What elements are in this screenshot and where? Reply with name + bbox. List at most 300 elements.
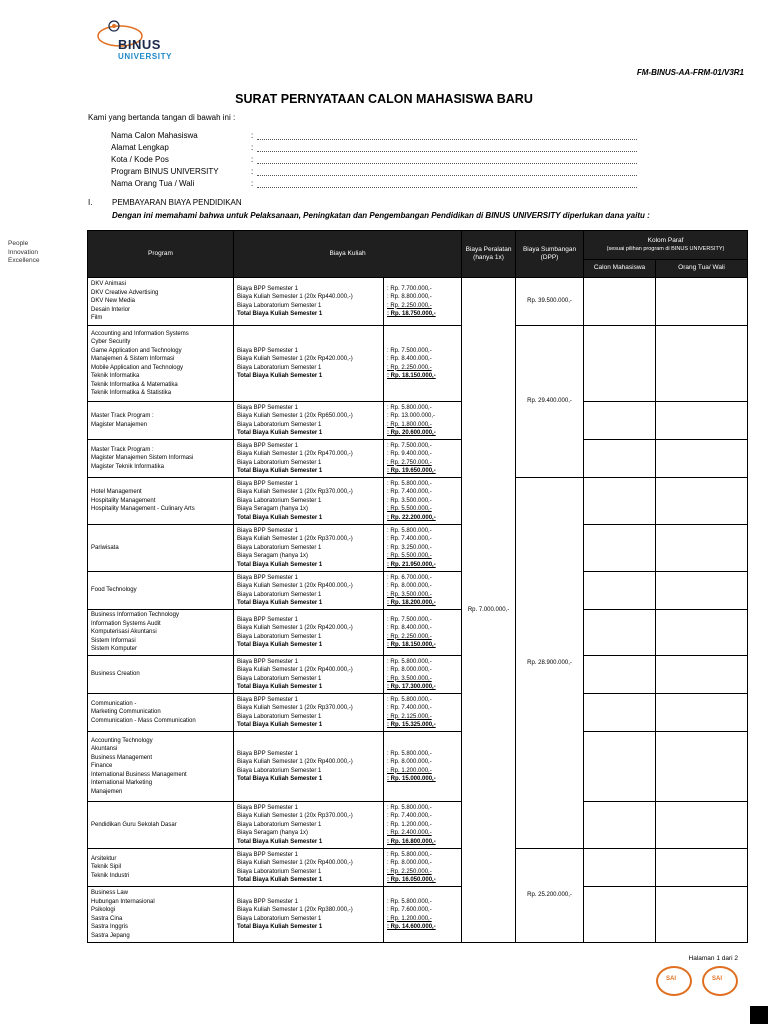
fee-amount-cell — [384, 278, 462, 326]
fee-item-cell-line: Biaya Laboratorium Semester 1 — [237, 821, 322, 828]
program-cell — [88, 610, 234, 656]
sumbangan-cell: Rp. 29.400.000,- — [516, 326, 584, 478]
program-cell-line: Sistem Informasi — [91, 637, 136, 644]
header-peralatan: Biaya Peralatan (hanya 1x) — [462, 231, 516, 278]
fee-item-cell-line: Biaya Kuliah Semester 1 (20x Rp440.000,-) — [237, 294, 353, 300]
fee-amount-cell-line: : Rp. 22.200.000,- — [387, 514, 436, 521]
fee-table — [87, 230, 748, 943]
fee-amount-cell-line: : Rp. 7.400.000,- — [387, 705, 432, 711]
calon-paraf-cell[interactable] — [584, 802, 656, 849]
fee-amount-cell-line: : Rp. 14.600.000,- — [387, 924, 436, 930]
fee-amount-cell-line: : Rp. 7.400.000,- — [387, 536, 432, 543]
fee-amount-cell-line: : Rp. 16.050.000,- — [387, 877, 436, 883]
calon-paraf-cell[interactable] — [584, 525, 656, 572]
fee-amount-cell — [384, 656, 462, 694]
fee-item-cell-line: Total Biaya Kuliah Semester 1 — [237, 838, 323, 845]
fee-item-cell-line: Total Biaya Kuliah Semester 1 — [237, 468, 323, 474]
fee-amount-cell — [384, 694, 462, 732]
ortu-paraf-cell[interactable] — [656, 887, 748, 943]
program-cell-line: Manajemen — [91, 788, 123, 795]
fee-item-cell-line: Biaya BPP Semester 1 — [237, 480, 298, 487]
fee-item-cell-line: Biaya Kuliah Semester 1 (20x Rp420.000,-) — [237, 625, 353, 631]
program-cell-line: Teknik Industri — [91, 872, 130, 879]
program-cell-line: Finance — [91, 763, 113, 770]
program-cell — [88, 440, 234, 478]
brand-sub: UNIVERSITY — [118, 52, 173, 61]
fee-amount-cell-line: : Rp. 15.000.000,- — [387, 776, 436, 782]
field-separator: : — [251, 143, 254, 152]
fee-amount-cell — [384, 525, 462, 572]
corner-mark — [750, 1006, 768, 1024]
fee-item-cell-line: Biaya Laboratorium Semester 1 — [237, 633, 322, 640]
field-blank-line[interactable] — [257, 143, 637, 152]
program-cell — [88, 402, 234, 440]
fee-amount-cell-line: : Rp. 5.800.000,- — [387, 480, 432, 487]
program-cell — [88, 732, 234, 802]
header-paraf — [584, 231, 748, 260]
fee-amount-cell-line: : Rp. 5.800.000,- — [387, 527, 432, 534]
fee-item-cell — [234, 278, 384, 326]
fee-item-cell-line: Biaya Laboratorium Semester 1 — [237, 544, 322, 551]
fee-item-cell-line: Biaya Laboratorium Semester 1 — [237, 364, 322, 371]
tagline-line: Excellence — [8, 257, 40, 264]
fee-amount-cell-line: : Rp. 2.250.000,- — [387, 302, 432, 309]
program-cell-line: Communication - — [91, 700, 137, 707]
program-cell-line: Business Creation — [91, 671, 140, 678]
ortu-paraf-cell[interactable] — [656, 610, 748, 656]
fee-amount-cell-line: : Rp. 18.150.000,- — [387, 642, 436, 648]
fee-item-cell-line: Biaya Kuliah Semester 1 (20x Rp400.000,-) — [237, 759, 353, 765]
program-cell-line: Communication - Mass Communication — [91, 717, 196, 724]
fee-amount-cell-line: : Rp. 7.700.000,- — [387, 285, 432, 292]
field-label: Program BINUS UNIVERSITY — [111, 167, 219, 176]
fee-amount-cell-line: : Rp. 8.800.000,- — [387, 294, 432, 300]
fee-item-cell-line: Biaya Kuliah Semester 1 (20x Rp370.000,-) — [237, 813, 353, 820]
fee-amount-cell-line: : Rp. 8.000.000,- — [387, 667, 432, 673]
program-cell-line: Mobile Application and Technology — [91, 364, 183, 371]
program-cell — [88, 478, 234, 525]
program-cell-line: Pendidikan Guru Sekolah Dasar — [91, 821, 177, 828]
ortu-paraf-cell[interactable] — [656, 326, 748, 402]
calon-paraf-cell[interactable] — [584, 326, 656, 402]
fee-item-cell-line: Total Biaya Kuliah Semester 1 — [237, 722, 323, 728]
fee-item-cell-line: Biaya BPP Semester 1 — [237, 347, 298, 354]
fee-item-cell-line: Total Biaya Kuliah Semester 1 — [237, 430, 323, 436]
table-row — [88, 572, 748, 610]
fee-amount-cell-line: : Rp. 5.800.000,- — [387, 658, 432, 665]
table-row — [88, 694, 748, 732]
fee-item-cell-line: Biaya Kuliah Semester 1 (20x Rp400.000,-) — [237, 583, 353, 589]
fee-item-cell-line: Biaya Kuliah Semester 1 (20x Rp370.000,-) — [237, 489, 353, 496]
program-cell-line: Teknik Informatika & Statistika — [91, 390, 172, 396]
field-separator: : — [251, 179, 254, 188]
identity-fields — [111, 131, 637, 191]
fee-item-cell-line: Biaya Laboratorium Semester 1 — [237, 459, 322, 466]
fee-item-cell-line: Biaya BPP Semester 1 — [237, 404, 298, 411]
ortu-paraf-cell[interactable] — [656, 849, 748, 887]
fee-item-cell-line: Biaya BPP Semester 1 — [237, 750, 298, 757]
program-cell-line: Teknik Informatika & Matematika — [91, 381, 178, 388]
program-cell-line: Food Technology — [91, 587, 137, 594]
section-title: PEMBAYARAN BIAYA PENDIDIKAN — [112, 198, 242, 207]
section-number: I. — [88, 198, 93, 207]
tagline — [8, 240, 39, 266]
program-cell-line: Hospitality Management — [91, 497, 156, 504]
field-label: Alamat Lengkap — [111, 143, 169, 152]
ortu-paraf-cell[interactable] — [656, 402, 748, 440]
fee-amount-cell-line: : Rp. 15.325.000,- — [387, 722, 436, 728]
field-blank-line[interactable] — [257, 155, 637, 164]
program-cell-line: DKV Creative Advertising — [91, 289, 159, 296]
fee-item-cell-line: Biaya Laboratorium Semester 1 — [237, 713, 322, 720]
fee-item-cell-line: Total Biaya Kuliah Semester 1 — [237, 924, 323, 930]
fee-item-cell-line: Biaya Laboratorium Semester 1 — [237, 421, 322, 428]
fee-item-cell-line: Biaya Kuliah Semester 1 (20x Rp400.000,-) — [237, 860, 353, 866]
program-cell-line: Akuntansi — [91, 746, 118, 753]
fee-item-cell-line: Biaya BPP Semester 1 — [237, 574, 298, 581]
ortu-paraf-cell[interactable] — [656, 802, 748, 849]
sumbangan-cell: Rp. 39.500.000,- — [516, 278, 584, 326]
fee-item-cell-line: Biaya Laboratorium Semester 1 — [237, 302, 322, 309]
program-cell-line: Teknik Sipil — [91, 864, 122, 871]
ortu-paraf-cell[interactable] — [656, 478, 748, 525]
fee-item-cell-line: Biaya Seragam (hanya 1x) — [237, 506, 309, 513]
fee-item-cell — [234, 326, 384, 402]
program-cell-line: Accounting Technology — [91, 737, 153, 744]
fee-amount-cell-line: : Rp. 3.500.000,- — [387, 675, 432, 682]
identity-field[interactable] — [111, 143, 637, 155]
fee-amount-cell-line: : Rp. 1.200.000,- — [387, 915, 432, 922]
ortu-paraf-cell[interactable] — [656, 732, 748, 802]
fee-item-cell-line: Biaya Kuliah Semester 1 (20x Rp420.000,-) — [237, 356, 353, 362]
program-cell-line: DKV Animasi — [91, 281, 127, 288]
calon-paraf-cell[interactable] — [584, 887, 656, 943]
program-cell-line: Sastra Cina — [91, 915, 123, 922]
fee-amount-cell-line: : Rp. 5.500.000,- — [387, 553, 432, 560]
fee-amount-cell — [384, 402, 462, 440]
program-cell-line: Business Management — [91, 754, 153, 761]
fee-item-cell-line: Biaya Seragam (hanya 1x) — [237, 830, 309, 837]
fee-item-cell-line: Biaya Laboratorium Semester 1 — [237, 868, 322, 875]
fee-amount-cell-line: : Rp. 8.000.000,- — [387, 759, 432, 765]
fee-item-cell-line: Total Biaya Kuliah Semester 1 — [237, 311, 323, 317]
fee-amount-cell-line: : Rp. 7.500.000,- — [387, 442, 432, 449]
fee-item-cell-line: Biaya Kuliah Semester 1 (20x Rp370.000,-) — [237, 705, 353, 711]
identity-field[interactable] — [111, 155, 637, 167]
fee-amount-cell-line: : Rp. 2.250.000,- — [387, 364, 432, 371]
fee-amount-cell — [384, 887, 462, 943]
fee-amount-cell-line: : Rp. 18.750.000,- — [387, 311, 436, 317]
fee-item-cell-line: Biaya Laboratorium Semester 1 — [237, 497, 322, 504]
field-label: Nama Calon Mahasiswa — [111, 131, 198, 140]
form-code: FM-BINUS-AA-FRM-01/V3R1 — [636, 68, 744, 77]
identity-field[interactable] — [111, 131, 637, 143]
identity-field[interactable] — [111, 167, 637, 179]
fee-item-cell — [234, 572, 384, 610]
table-row — [88, 887, 748, 943]
fee-amount-cell-line: : Rp. 8.400.000,- — [387, 356, 432, 362]
fee-item-cell — [234, 694, 384, 732]
program-cell-line: Arsitektur — [91, 855, 117, 862]
fee-amount-cell — [384, 478, 462, 525]
fee-amount-cell-line: : Rp. 2.400.000,- — [387, 830, 432, 837]
fee-amount-cell-line: : Rp. 5.800.000,- — [387, 898, 432, 905]
program-cell-line: DKV New Media — [91, 298, 136, 305]
fee-amount-cell-line: : Rp. 8.000.000,- — [387, 860, 432, 866]
table-row — [88, 802, 748, 849]
field-separator: : — [251, 167, 254, 176]
fee-item-cell-line: Total Biaya Kuliah Semester 1 — [237, 373, 323, 379]
fee-item-cell-line: Total Biaya Kuliah Semester 1 — [237, 776, 323, 782]
ortu-paraf-cell[interactable] — [656, 440, 748, 478]
fee-item-cell-line: Total Biaya Kuliah Semester 1 — [237, 561, 323, 568]
header-sumbangan: Biaya Sumbangan (DPP) — [516, 231, 584, 278]
fee-amount-cell-line: : Rp. 1.800.000,- — [387, 421, 432, 428]
tagline-line: People — [8, 240, 29, 247]
table-row — [88, 525, 748, 572]
fee-amount-cell-line: : Rp. 16.800.000,- — [387, 838, 436, 845]
sumbangan-cell: Rp. 25.200.000,- — [516, 849, 584, 943]
ortu-paraf-cell[interactable] — [656, 525, 748, 572]
calon-paraf-cell[interactable] — [584, 478, 656, 525]
fee-item-cell — [234, 849, 384, 887]
peralatan-cell: Rp. 7.000.000,- — [462, 278, 516, 943]
header-biaya-kuliah: Biaya Kuliah — [234, 231, 462, 278]
fee-amount-cell-line: : Rp. 21.950.000,- — [387, 561, 436, 568]
program-cell — [88, 694, 234, 732]
intro-text: Kami yang bertanda tangan di bawah ini : — [88, 113, 236, 122]
fee-amount-cell-line: : Rp. 2.125.000,- — [387, 713, 432, 720]
fee-item-cell — [234, 732, 384, 802]
program-cell-line: Psikologi — [91, 907, 116, 913]
fee-amount-cell-line: : Rp. 2.250.000,- — [387, 868, 432, 875]
fee-item-cell — [234, 478, 384, 525]
header-program: Program — [88, 231, 234, 278]
fee-amount-cell-line: : Rp. 7.400.000,- — [387, 813, 432, 820]
header-ortu: Orang Tua/ Wali — [656, 260, 748, 278]
program-cell-line: International Marketing — [91, 780, 153, 787]
program-cell-line: Information Systems Audit — [91, 620, 161, 627]
field-separator: : — [251, 131, 254, 140]
program-cell-line: Magister Teknik Informatika — [91, 463, 164, 470]
fee-amount-cell — [384, 572, 462, 610]
fee-item-cell-line: Biaya Kuliah Semester 1 (20x Rp650.000,-) — [237, 413, 353, 419]
fee-amount-cell-line: : Rp. 2.750.000,- — [387, 459, 432, 466]
program-cell-line: Sastra Jepang — [91, 932, 130, 939]
program-cell-line: Desain Interior — [91, 306, 131, 313]
header-paraf-title: Kolom Paraf — [647, 236, 684, 244]
fee-amount-cell — [384, 802, 462, 849]
fee-item-cell-line: Biaya BPP Semester 1 — [237, 898, 298, 905]
fee-item-cell-line: Biaya BPP Semester 1 — [237, 527, 298, 534]
fee-item-cell-line: Biaya BPP Semester 1 — [237, 851, 298, 858]
fee-amount-cell — [384, 610, 462, 656]
table-row — [88, 849, 748, 887]
page-number: Halaman 1 dari 2 — [688, 955, 738, 962]
fee-item-cell-line: Total Biaya Kuliah Semester 1 — [237, 514, 323, 521]
ortu-paraf-cell[interactable] — [656, 278, 748, 326]
fee-amount-cell-line: : Rp. 5.800.000,- — [387, 804, 432, 811]
fee-amount-cell-line: : Rp. 2.250.000,- — [387, 633, 432, 640]
program-cell-line: Business Information Technology — [91, 612, 179, 619]
fee-item-cell-line: Biaya BPP Semester 1 — [237, 658, 298, 665]
fee-item-cell-line: Biaya Laboratorium Semester 1 — [237, 767, 322, 774]
program-cell-line: Game Application and Technology — [91, 347, 182, 354]
program-cell-line: Komputerisasi Akuntansi — [91, 629, 157, 636]
fee-item-cell-line: Biaya BPP Semester 1 — [237, 696, 298, 703]
program-cell — [88, 525, 234, 572]
program-cell-line: Marketing Communication — [91, 709, 161, 716]
program-cell-line: Teknik Informatika — [91, 373, 140, 379]
page-title: SURAT PERNYATAAN CALON MAHASISWA BARU — [235, 92, 533, 106]
table-row — [88, 478, 748, 525]
calon-paraf-cell[interactable] — [584, 440, 656, 478]
header-paraf-note: (sesuai pilihan program di BINUS UNIVERSITY) — [606, 246, 725, 252]
section-subtitle: Dengan ini memahami bahwa untuk Pelaksanaan, Peningkatan dan Pengembangan Pendidikan di BINUS UNIVERSITY diperlukan dana yaitu : — [112, 211, 650, 220]
program-cell — [88, 802, 234, 849]
program-cell-line: Hubungan Internasional — [91, 898, 155, 905]
fee-amount-cell — [384, 732, 462, 802]
sumbangan-cell: Rp. 28.900.000,- — [516, 478, 584, 849]
fee-amount-cell-line: : Rp. 18.200.000,- — [387, 600, 436, 606]
program-cell-line: Pariwisata — [91, 544, 119, 551]
fee-item-cell-line: Biaya Laboratorium Semester 1 — [237, 675, 322, 682]
fee-amount-cell-line: : Rp. 5.800.000,- — [387, 750, 432, 757]
fee-amount-cell-line: : Rp. 7.600.000,- — [387, 907, 432, 913]
field-separator: : — [251, 155, 254, 164]
fee-amount-cell-line: : Rp. 8.000.000,- — [387, 583, 432, 589]
fee-amount-cell-line: : Rp. 6.700.000,- — [387, 574, 432, 581]
program-cell — [88, 887, 234, 943]
calon-paraf-cell[interactable] — [584, 402, 656, 440]
calon-paraf-cell[interactable] — [584, 732, 656, 802]
fee-amount-cell-line: : Rp. 5.800.000,- — [387, 851, 432, 858]
fee-amount-cell — [384, 849, 462, 887]
fee-amount-cell-line: : Rp. 17.300.000,- — [387, 684, 436, 690]
fee-item-cell-line: Total Biaya Kuliah Semester 1 — [237, 642, 323, 648]
program-cell-line: Master Track Program : — [91, 413, 154, 419]
calon-paraf-cell[interactable] — [584, 572, 656, 610]
fee-amount-cell-line: : Rp. 1.200.000,- — [387, 767, 432, 774]
fee-item-cell-line: Total Biaya Kuliah Semester 1 — [237, 877, 323, 883]
fee-amount-cell-line: : Rp. 1.200.000,- — [387, 821, 432, 828]
fee-item-cell-line: Biaya BPP Semester 1 — [237, 285, 298, 292]
fee-amount-cell-line: : Rp. 5.800.000,- — [387, 696, 432, 703]
program-cell — [88, 278, 234, 326]
fee-item-cell — [234, 402, 384, 440]
fee-item-cell-line: Biaya Seragam (hanya 1x) — [237, 553, 309, 560]
fee-amount-cell-line: : Rp. 3.250.000,- — [387, 544, 432, 551]
field-label: Nama Orang Tua / Wali — [111, 179, 195, 188]
fee-amount-cell-line: : Rp. 18.150.000,- — [387, 373, 436, 379]
brand-name: BINUS — [118, 37, 161, 52]
fee-table-body — [88, 278, 748, 943]
ortu-paraf-cell[interactable] — [656, 572, 748, 610]
fee-item-cell-line: Biaya Kuliah Semester 1 (20x Rp370.000,-) — [237, 536, 353, 543]
program-cell-line: International Business Management — [91, 771, 187, 778]
program-cell-line: Hotel Management — [91, 489, 142, 496]
table-row — [88, 440, 748, 478]
header-calon: Calon Mahasiswa — [584, 260, 656, 278]
table-row — [88, 656, 748, 694]
program-cell-line: Hospitality Management - Culinary Arts — [91, 506, 195, 513]
fee-amount-cell-line: : Rp. 19.650.000,- — [387, 468, 436, 474]
fee-amount-cell-line: : Rp. 3.500.000,- — [387, 497, 432, 504]
field-blank-line[interactable] — [257, 179, 637, 188]
program-cell — [88, 656, 234, 694]
calon-paraf-cell[interactable] — [584, 278, 656, 326]
calon-paraf-cell[interactable] — [584, 694, 656, 732]
program-cell-line: Business Law — [91, 890, 129, 896]
table-row — [88, 278, 748, 326]
field-blank-line[interactable] — [257, 131, 637, 140]
fee-item-cell — [234, 802, 384, 849]
fee-amount-cell-line: : Rp. 7.500.000,- — [387, 616, 432, 623]
program-cell-line: Accounting and Information Systems — [91, 330, 189, 337]
tagline-line: Innovation — [8, 248, 38, 256]
program-cell-line: Magister Manajemen Sistem Informasi — [91, 455, 194, 462]
program-cell-line: Film — [91, 315, 103, 322]
program-cell-line: Magister Manajemen — [91, 421, 148, 428]
section-heading — [88, 198, 242, 207]
fee-amount-cell-line: : Rp. 5.800.000,- — [387, 404, 432, 411]
fee-amount-cell — [384, 440, 462, 478]
fee-amount-cell-line: : Rp. 8.400.000,- — [387, 625, 432, 631]
table-row — [88, 732, 748, 802]
fee-item-cell-line: Total Biaya Kuliah Semester 1 — [237, 600, 323, 606]
fee-item-cell — [234, 440, 384, 478]
program-cell-line: Master Track Program : — [91, 446, 154, 453]
fee-amount-cell-line: : Rp. 5.500.000,- — [387, 506, 432, 513]
fee-item-cell-line: Biaya Laboratorium Semester 1 — [237, 915, 322, 922]
table-row — [88, 610, 748, 656]
fee-amount-cell-line: : Rp. 20.600.000,- — [387, 430, 436, 436]
fee-amount-cell-line: : Rp. 7.400.000,- — [387, 489, 432, 496]
fee-item-cell-line: Biaya Kuliah Semester 1 (20x Rp470.000,-) — [237, 451, 353, 457]
certification-seal: SAI — [656, 966, 692, 996]
certification-seal: SAI — [702, 966, 738, 996]
program-cell-line: Sistem Komputer — [91, 646, 138, 653]
field-label: Kota / Kode Pos — [111, 155, 169, 164]
calon-paraf-cell[interactable] — [584, 656, 656, 694]
fee-item-cell-line: Total Biaya Kuliah Semester 1 — [237, 684, 323, 690]
fee-amount-cell-line: : Rp. 3.500.000,- — [387, 591, 432, 598]
ortu-paraf-cell[interactable] — [656, 694, 748, 732]
fee-item-cell-line: Biaya Laboratorium Semester 1 — [237, 591, 322, 598]
calon-paraf-cell[interactable] — [584, 610, 656, 656]
field-blank-line[interactable] — [257, 167, 637, 176]
fee-item-cell-line: Biaya Kuliah Semester 1 (20x Rp400.000,-) — [237, 667, 353, 673]
program-cell — [88, 572, 234, 610]
program-cell — [88, 849, 234, 887]
fee-item-cell — [234, 887, 384, 943]
fee-amount-cell-line: : Rp. 9.400.000,- — [387, 451, 432, 457]
program-cell-line: Cyber Security — [91, 339, 131, 345]
fee-item-cell-line: Biaya Kuliah Semester 1 (20x Rp380.000,-) — [237, 907, 353, 913]
table-row — [88, 326, 748, 402]
fee-item-cell — [234, 656, 384, 694]
fee-item-cell-line: Biaya BPP Semester 1 — [237, 616, 298, 623]
calon-paraf-cell[interactable] — [584, 849, 656, 887]
fee-item-cell-line: Biaya BPP Semester 1 — [237, 804, 298, 811]
identity-field[interactable] — [111, 179, 637, 191]
ortu-paraf-cell[interactable] — [656, 656, 748, 694]
fee-amount-cell-line: : Rp. 7.500.000,- — [387, 347, 432, 354]
fee-item-cell-line: Biaya BPP Semester 1 — [237, 442, 298, 449]
fee-amount-cell-line: : Rp. 13.000.000,- — [387, 413, 436, 419]
fee-item-cell — [234, 610, 384, 656]
fee-item-cell — [234, 525, 384, 572]
